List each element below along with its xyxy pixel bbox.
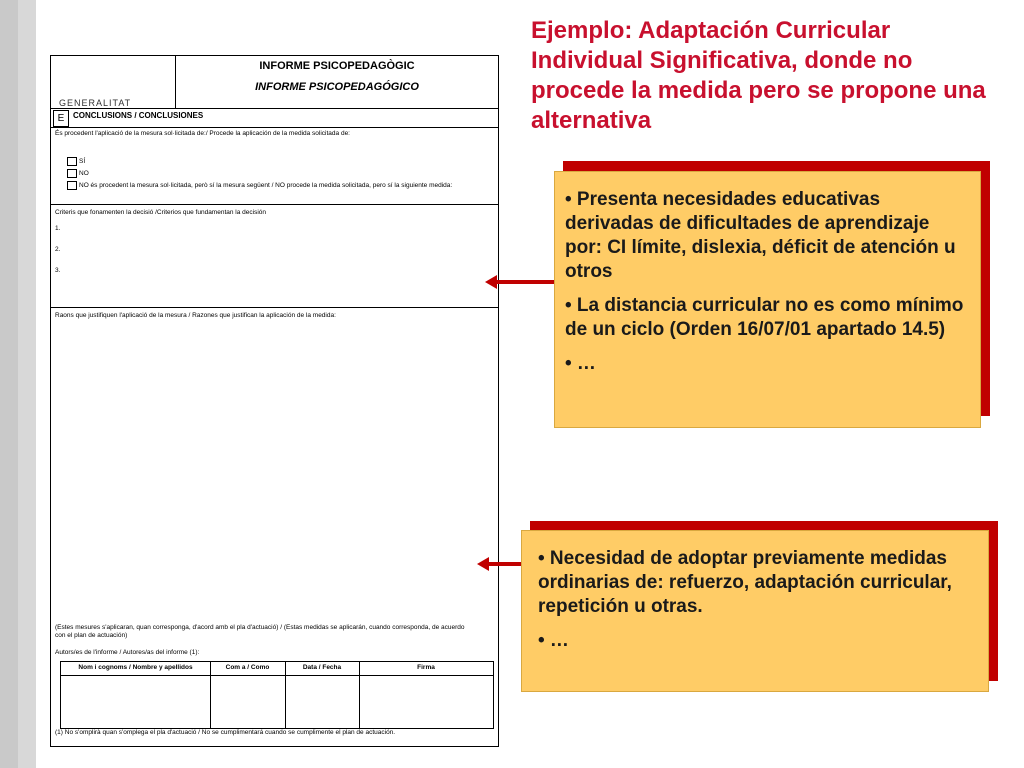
footnote: (1) No s'omplirà quan s'omplega el pla d'actuació / No se cumplimentará cuando se cumplimente el plan de actuación.	[55, 729, 396, 736]
form-header	[51, 56, 498, 109]
header-title-es: INFORME PSICOPEDAGÓGICO	[255, 81, 419, 93]
section-label: CONCLUSIONS / CONCLUSIONES	[73, 111, 204, 120]
logo-text: GENERALITAT	[59, 98, 132, 108]
card1-item: • Presenta necesidades educativas derivadas de dificultades de aprendizaje por: CI límite, dislexia, déficit de atención u otros	[565, 189, 956, 282]
criteri-3: 3.	[55, 267, 61, 274]
card2-item: • Necesidad de adoptar previamente medidas ordinarias de: refuerzo, adaptación curricular, repetición u otras.	[538, 548, 952, 617]
card-2	[521, 530, 989, 692]
divider	[51, 204, 498, 205]
divider	[51, 307, 498, 308]
card1-item: • …	[565, 353, 596, 374]
col-data: Data / Fecha	[302, 664, 342, 671]
criteri-1: 1.	[55, 225, 61, 232]
estes-note-line2: con el plan de actuación)	[55, 632, 128, 639]
raons-label: Raons que justifiquen l'aplicació de la mesura / Razones que justifican la aplicación de la medida:	[55, 312, 336, 319]
option-alternative-label: NO és procedent la mesura sol·licitada, però sí la mesura següent / NO procede la medida solicitada, pero sí la siguiente medida:	[79, 182, 453, 189]
slide-title: Ejemplo: Adaptación Curricular Individual Significativa, donde no procede la medida pero se propone una alternativa	[531, 17, 986, 134]
left-decoration-inner	[0, 0, 18, 768]
criteri-2: 2.	[55, 246, 61, 253]
arrow-line	[488, 562, 521, 566]
card2-item: • …	[538, 630, 569, 651]
col-com: Com a / Como	[225, 664, 270, 671]
section-e-header	[51, 109, 498, 128]
estes-note-line1: (Estes mesures s'aplicaran, quan corresponga, d'acord amb el pla d'actuació) / (Estas medidas se aplicarán, cuando corresponda, de acuerdo	[55, 624, 465, 631]
section-letter: E	[53, 110, 69, 127]
autors-label: Autors/es de l'informe / Autores/as del informe (1):	[55, 649, 200, 656]
generalitat-logo	[51, 56, 176, 108]
checkbox-si[interactable]	[67, 157, 77, 166]
card-1	[554, 171, 981, 428]
arrow-line	[496, 280, 554, 284]
header-title-va: INFORME PSICOPEDAGÒGIC	[259, 60, 415, 72]
option-no-label: NO	[79, 170, 89, 177]
card1-item: • La distancia curricular no es como mínimo de un ciclo (Orden 16/07/01 apartado 14.5)	[565, 295, 964, 340]
checkbox-no[interactable]	[67, 169, 77, 178]
checkbox-alternative[interactable]	[67, 181, 77, 190]
option-si-label: SÍ	[79, 158, 86, 165]
informe-form	[50, 55, 499, 747]
criteris-label: Criteris que fonamenten la decisió /Criterios que fundamentan la decisión	[55, 209, 267, 216]
procedent-question: És procedent l'aplicació de la mesura sol·licitada de:/ Procede la aplicación de la medida solicitada de:	[55, 130, 350, 137]
col-firma: Firma	[417, 664, 435, 671]
signature-table	[60, 661, 494, 729]
col-nom: Nom i cognoms / Nombre y apellidos	[78, 664, 193, 671]
